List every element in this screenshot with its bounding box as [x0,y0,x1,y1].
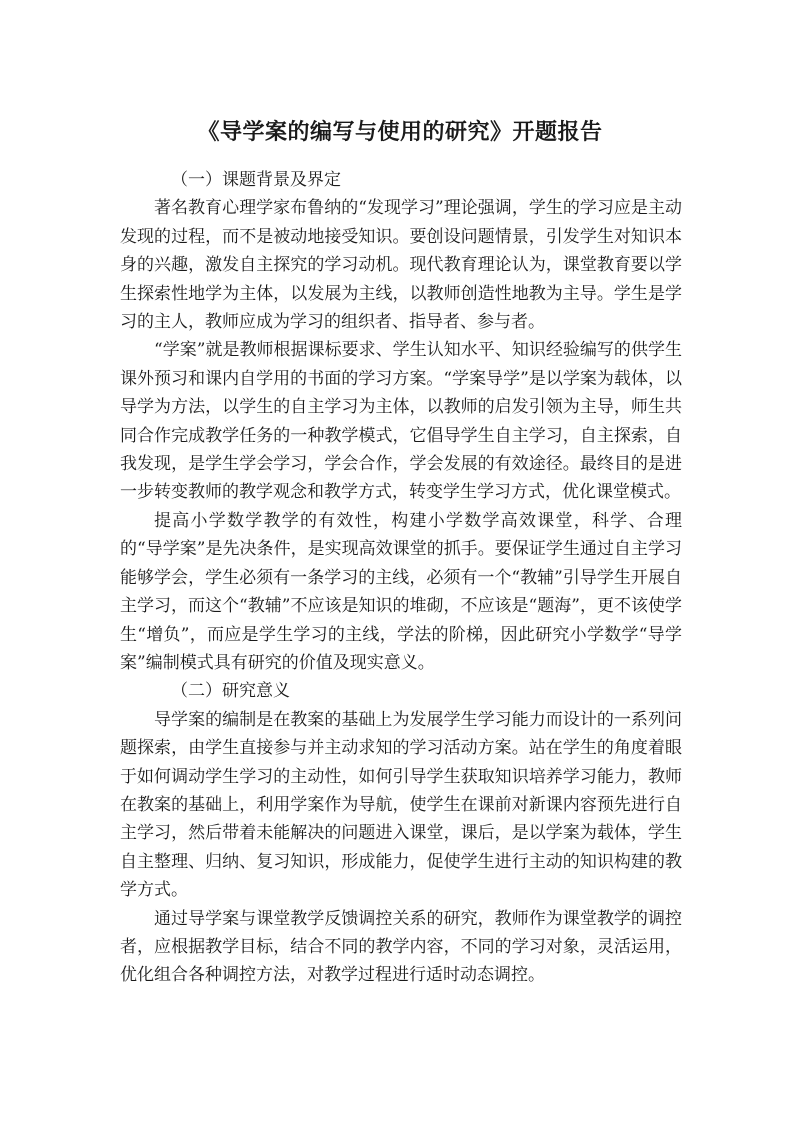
body-paragraph: 著名教育心理学家布鲁纳的“发现学习”理论强调，学生的学习应是主动发现的过程，而不是被动地接受知识。要创设问题情景，引发学生对知识本身的兴趣，激发自主探究的学习动机。现代教育理论认为，课堂教育要以学生探索性地学为主体，以发展为主线，以教师创造性地教为主导。学生是学习的主人，教师应成为学习的组织者、指导者、参与者。 [120,198,682,333]
document-title: 《导学案的编写与使用的研究》开题报告 [197,118,603,145]
section-heading: （二）研究意义 [171,681,290,702]
body-paragraph: 导学案的编制是在教案的基础上为发展学生学习能力而设计的一系列问题探索，由学生直接参与并主动求知的学习活动方案。站在学生的角度着眼于如何调动学生学习的主动性，如何引导学生获取知识培养学习能力，教师在教案的基础上，利用学案作为导航，使学生在课前对新课内容预先进行自主学习，然后带着未能解决的问题进入课堂，课后，是以学案为载体，学生自主整理、归纳、复习知识，形成能力，促使学生进行主动的知识构建的教学方式。 [120,709,682,901]
body-paragraph: “学案”就是教师根据课标要求、学生认知水平、知识经验编写的供学生课外预习和课内自学用的书面的学习方案。“学案导学”是以学案为载体，以导学为方法，以学生的自主学习为主体，以教师的启发引领为主导，师生共同合作完成教学任务的一种教学模式，它倡导学生自主学习，自主探索，自我发现，是学生学会学习，学会合作，学会发展的有效途径。最终目的是进一步转变教师的教学观念和教学方式，转变学生学习方式，优化课堂模式。 [120,340,682,503]
body-paragraph: 通过导学案与课堂教学反馈调控关系的研究，教师作为课堂教学的调控者，应根据教学目标，结合不同的教学内容，不同的学习对象，灵活运用，优化组合各种调控方法，对教学过程进行适时动态调控。 [120,908,682,986]
document-body [120,166,682,990]
body-paragraph: 提高小学数学教学的有效性，构建小学数学高效课堂，科学、合理的“导学案”是先决条件，是实现高效课堂的抓手。要保证学生通过自主学习能够学会，学生必须有一条学习的主线，必须有一个“教辅”引导学生开展自主学习，而这个“教辅”不应该是知识的堆砌，不应该是“题海”，更不该使学生“增负”，而应是学生学习的主线，学法的阶梯，因此研究小学数学“导学案”编制模式具有研究的价值及现实意义。 [120,510,682,673]
section-heading: （一）课题背景及界定 [171,170,341,190]
